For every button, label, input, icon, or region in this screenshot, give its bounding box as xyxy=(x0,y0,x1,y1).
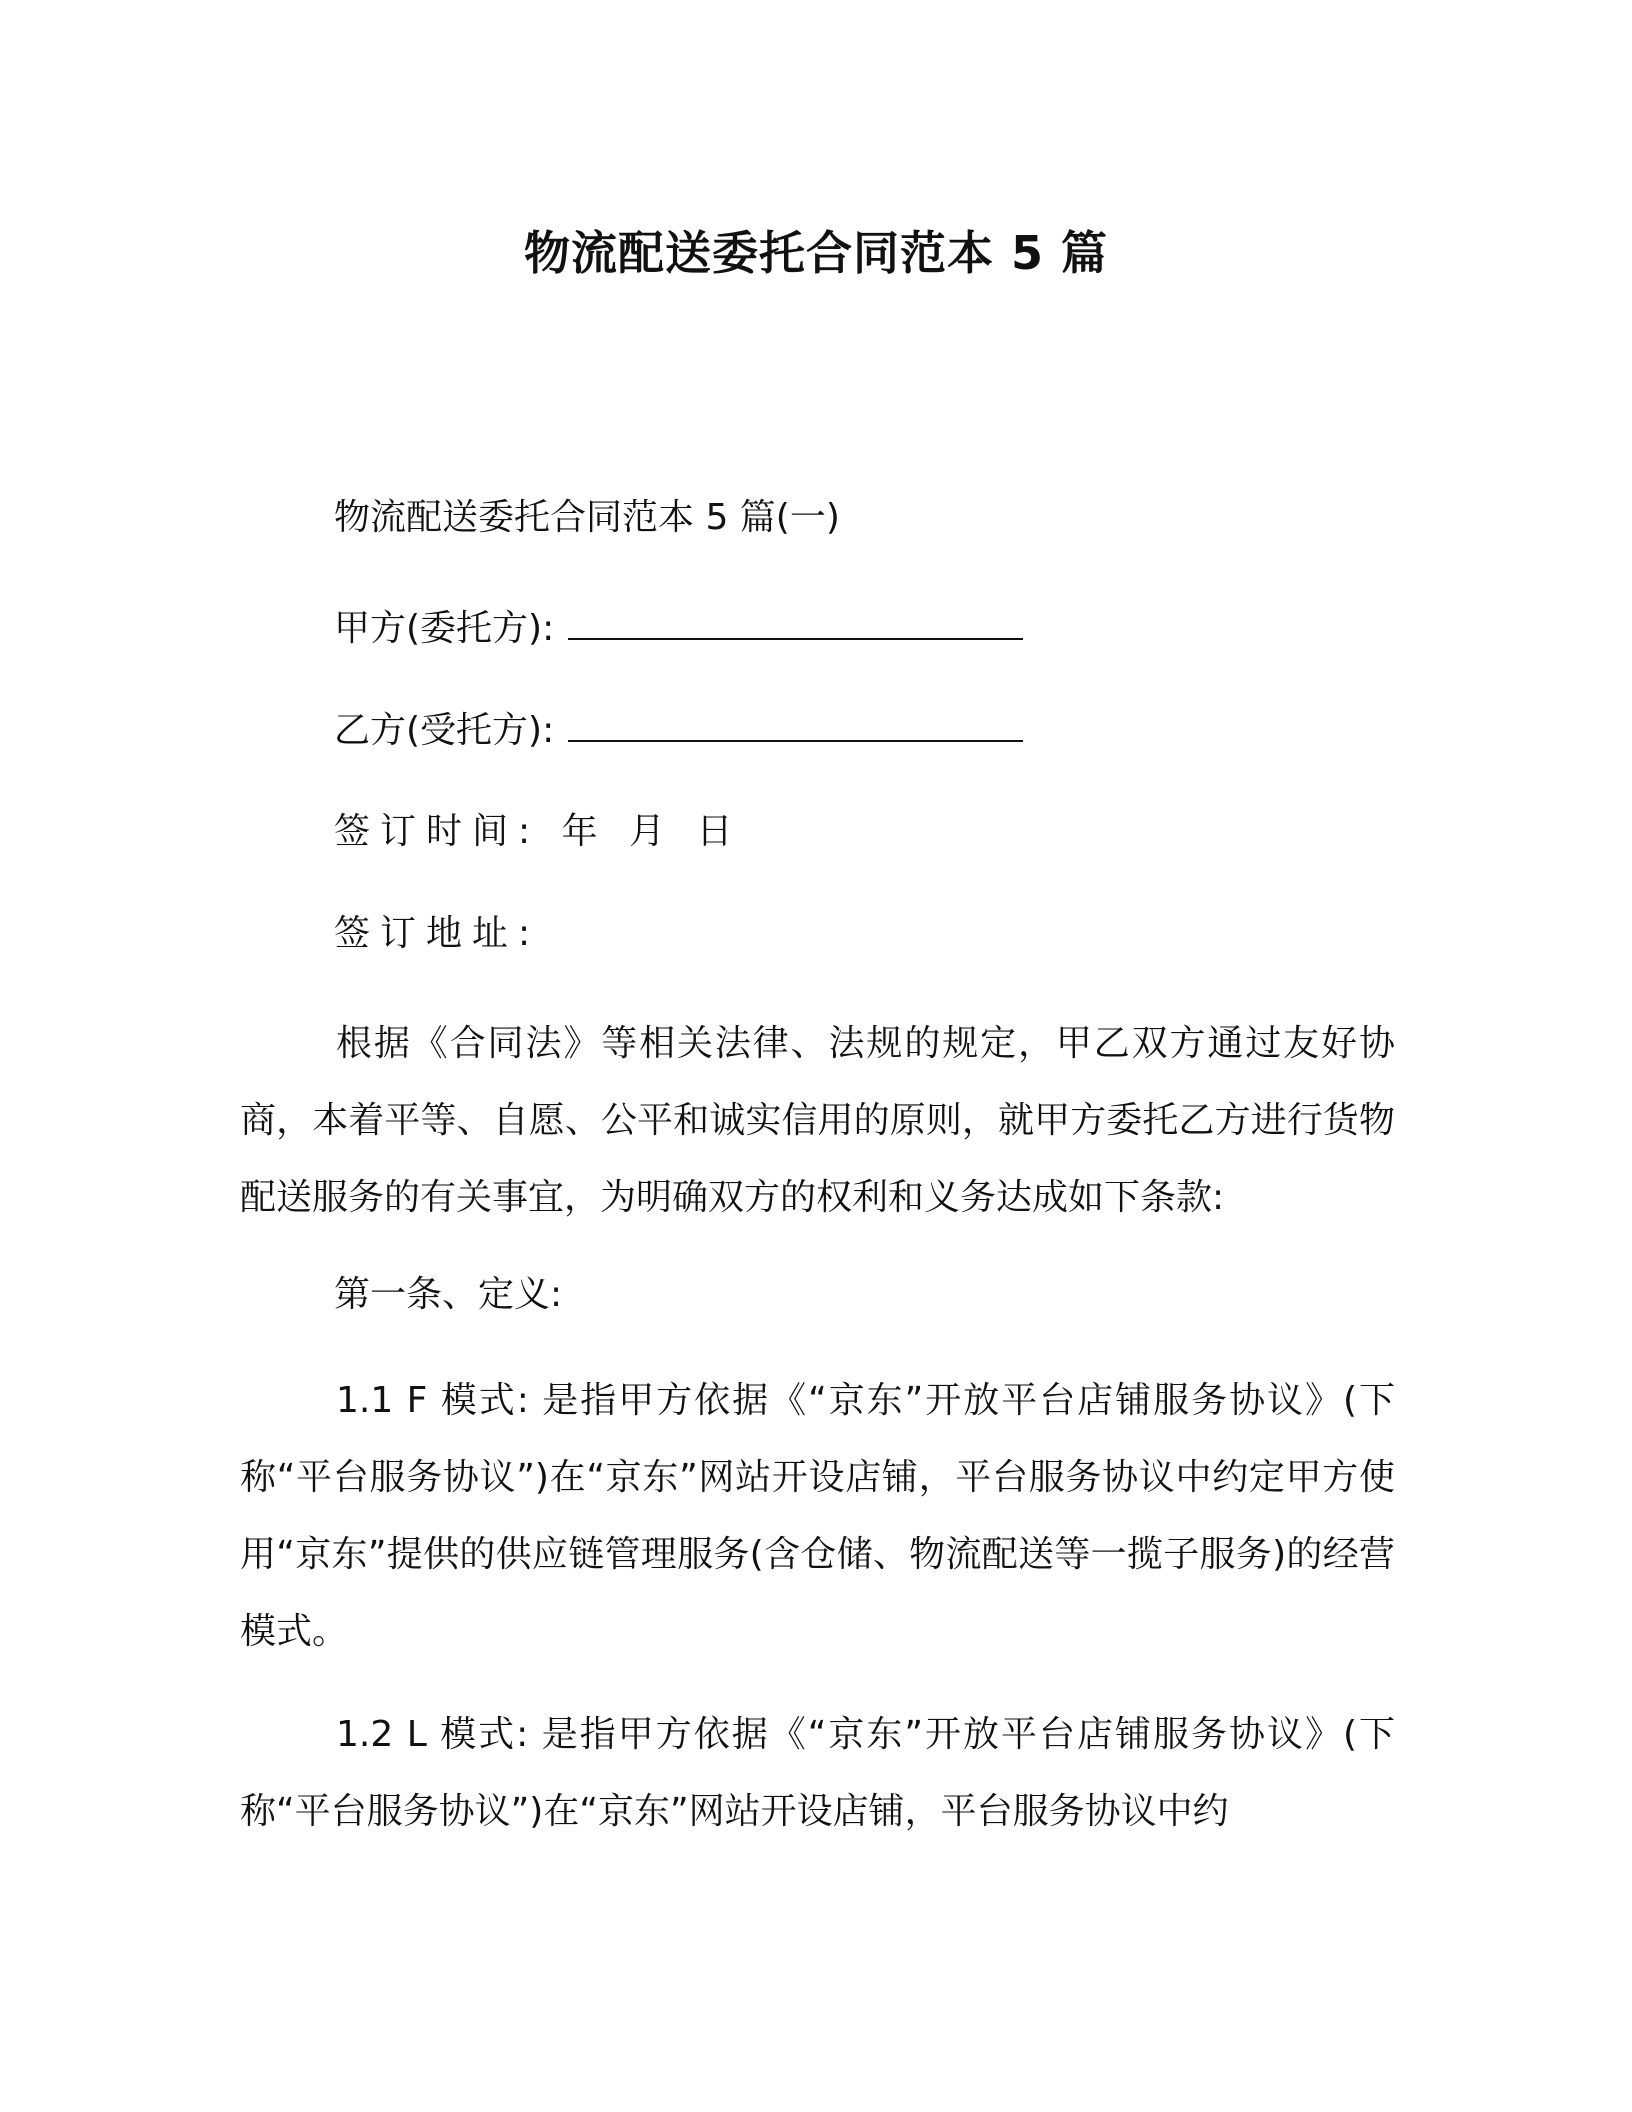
party-a-blank xyxy=(568,634,1023,640)
party-a-label: 甲方(委托方): xyxy=(334,608,555,649)
intro-paragraph: 根据《合同法》等相关法律、法规的规定，甲乙双方通过友好协商，本着平等、自愿、公平和诚实信用的原则，就甲方委托乙方进行货物配送服务的有关事宜，为明确双方的权利和义务达成如下条款: xyxy=(240,1023,1395,1218)
party-a-line xyxy=(334,601,1023,657)
section-subtitle: 物流配送委托合同范本 5 篇(一) xyxy=(334,497,840,538)
clause-1-1: 1.1 F 模式: 是指甲方依据《“京东”开放平台店铺服务协议》(下称“平台服务协议”)在“京东”网站开设店铺，平台服务协议中约定甲方使用“京东”提供的供应链管理服务(含仓储、物流配送等一揽子服务)的经营模式。 xyxy=(240,1380,1395,1652)
document-title: 物流配送委托合同范本 5 篇 xyxy=(523,226,1109,280)
sign-place: 签订地址: xyxy=(334,913,541,954)
sign-time: 签订时间: 年 月 日 xyxy=(334,811,743,852)
party-b-line xyxy=(334,703,1023,759)
article-1-heading: 第一条、定义: xyxy=(334,1274,563,1315)
clause-1-2: 1.2 L 模式: 是指甲方依据《“京东”开放平台店铺服务协议》(下称“平台服务协议”)在“京东”网站开设店铺，平台服务协议中约 xyxy=(240,1714,1395,1832)
party-b-blank xyxy=(568,736,1023,742)
party-b-label: 乙方(受托方): xyxy=(334,710,555,751)
